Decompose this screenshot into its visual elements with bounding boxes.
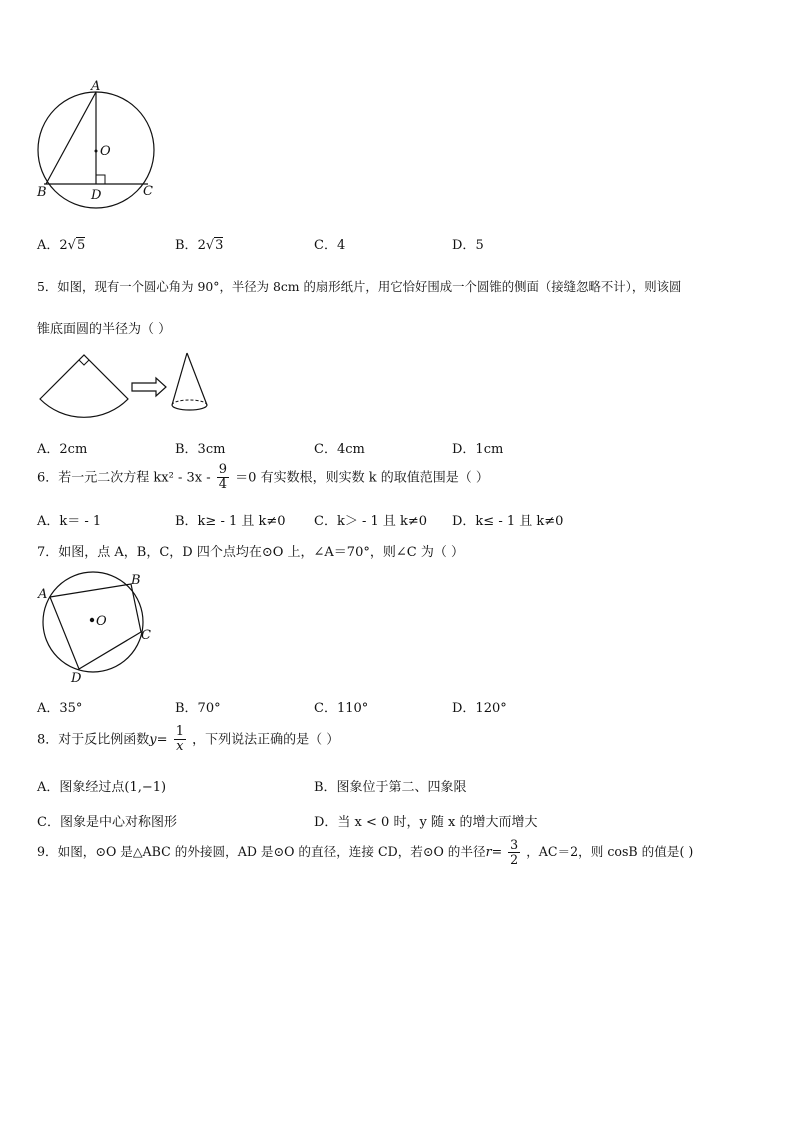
q4-label-c: C [143,184,153,199]
q5-arrow-icon [132,378,166,396]
q4-option-a-rad: 5 [76,238,86,253]
q6-stem-prefix: 6．若一元二次方程 kx² - 3x - [37,470,211,486]
q9-var-r: r [485,843,492,859]
q4-option-d [452,234,484,253]
q6-option-b: B．k≥ - 1 且 k≠0 [175,514,286,529]
q5-option-b: B．3cm [175,442,226,457]
q7-option-b: B．70° [175,701,221,716]
q4-option-a-coef: 2 [59,238,68,253]
q5-option-d: D．1cm [452,442,504,457]
q9-equals: = [491,843,503,859]
q5-cone-right-edge [187,353,207,405]
q7-label-o: O [96,614,107,629]
q5-option-c: C．4cm [314,442,365,457]
q5-sector-right-angle [79,360,89,365]
q9-stem-prefix: 9．如图，⊙O 是△ABC 的外接圆，AD 是⊙O 的直径，连接 CD，若⊙O 的半径 [37,843,486,859]
q4-figure [30,78,170,218]
q8-fraction-numerator: 1 [175,724,184,739]
q8-equals: = [156,732,168,748]
q5-cone-base-front [172,405,207,410]
q7-label-b: B [131,573,141,588]
q9-fraction-numerator: 3 [510,837,519,852]
q7-option-a: A．35° [37,701,83,716]
q6-option-c: C．k＞ - 1 且 k≠0 [314,514,428,529]
q6-fraction-denominator: 4 [218,477,228,493]
q5-stem-line-2: 锥底面圆的半径为（ ） [37,322,172,337]
q8-fraction-denominator: x [176,739,184,755]
q7-option-d: D．120° [452,701,507,716]
q8-option-b: B．图象位于第二、四象限 [314,780,467,795]
q4-option-c-text: 4 [336,238,346,253]
q5-figure [36,342,226,422]
q7-figure [35,570,165,685]
q6-option-d: D．k≤ - 1 且 k≠0 [452,514,564,529]
q9-stem [37,838,693,867]
q4-label-o: O [100,144,111,159]
q4-option-c [314,234,345,253]
q9-fraction-denominator: 2 [510,851,519,867]
q4-option-d-text: 5 [475,238,484,253]
q5-cone-base-back [172,400,207,405]
q5-option-a: A．2cm [37,442,88,457]
q8-var-y: y [149,732,157,748]
q7-option-c: C．110° [314,701,369,716]
q8-fraction [174,725,186,755]
q9-fraction [508,838,520,867]
q6-stem [37,463,489,493]
q7-label-d: D [71,671,82,686]
q4-option-b-coef: 2 [197,238,206,253]
q4-option-b: B．2√3 [175,238,224,253]
q6-stem-suffix: ＝0 有实数根，则实数 k 的取值范围是（ ） [235,470,489,486]
q8-stem-prefix: 8．对于反比例函数 [37,732,150,748]
q4-option-c-letter: C． [314,238,337,253]
q7-circle [43,572,143,672]
q6-fraction [217,463,229,493]
q8-option-c: C．图象是中心对称图形 [37,815,177,830]
q4-option-b-rad: 3 [215,238,224,253]
q9-stem-suffix: ，AC＝2，则 cosB 的值是( ) [526,843,694,859]
q4-option-a-letter: A． [37,238,60,253]
q8-stem-suffix: ，下列说法正确的是（ ） [192,732,340,748]
q8-stem [37,725,339,755]
q5-cone-left-edge [172,353,187,405]
q8-option-a: A．图象经过点(1,−1) [37,780,167,795]
q7-center-dot [90,618,94,622]
q4-option-a: A．2√5 [37,238,86,253]
q6-option-a: A．k＝ - 1 [37,514,102,529]
q4-right-angle-mark [96,175,105,184]
q4-option-b-letter: B． [175,238,198,253]
q7-label-c: C [141,628,151,643]
q5-stem-line-1: 5．如图，现有一个圆心角为 90°，半径为 8cm 的扇形纸片，用它恰好围成一个圆锥的侧面（接缝忽略不计），则该圆 [37,279,682,294]
q6-fraction-numerator: 9 [218,462,228,477]
q7-label-a: A [38,587,48,602]
q4-label-a: A [91,79,101,94]
q4-segment-ab [46,92,96,184]
q4-center-dot [95,150,98,153]
q7-stem: 7．如图，点 A，B，C，D 四个点均在⊙O 上，∠A＝70°，则∠C 为（ ） [37,545,464,560]
q4-label-b: B [37,185,47,200]
q4-option-d-letter: D． [452,238,476,253]
q4-label-d: D [91,188,102,203]
q8-option-d: D．当 x < 0 时，y 随 x 的增大而增大 [314,815,538,830]
